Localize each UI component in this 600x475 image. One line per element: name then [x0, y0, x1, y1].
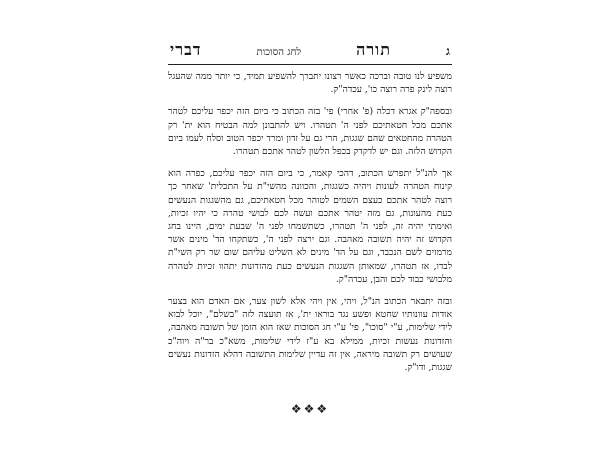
section-ornament: ❖❖❖	[290, 402, 330, 416]
body-text	[168, 70, 452, 383]
running-header	[170, 40, 450, 60]
paragraph-2: ובספה"ק אגרא דכלה (פ' אחרי) פי' בזה הכתוב כי ביום הזה יכפר עליכם לטהר אתכם מכל חטאתיכם לפני ה' תטהרו. ויש להתבונן למה הבטיח הוא ית' רק הטהרה מהחטאים שהם שגגות, הרי גם על זדון ומרד יכפר הטוב וסלח לעמו ביום הקדוש הלזה. וגם יש לדקדק בכפל הלשון לטהר אתכם תטהרו.	[168, 106, 452, 158]
header-title-right: תורה	[356, 40, 392, 59]
page-letter: ג	[446, 44, 450, 58]
paragraph-1: משפיע לנו טובה וברכה כאשר רצונו יתברך להשפיע תמיד, כי יותר ממה שהעגל רוצה לינק פרה רוצה כו', עכדה"ק.	[168, 71, 452, 96]
paragraph-3: אך להנ"ל יתפרש הכתוב, דהכי קאמר, כי ביום הזה יכפר עליכם, כפרה הוא קינוח הטהרה לעונות ויהיה כשגגות, והכוונה מהשי"ת על התכלית' שאחר כך רוצה לטהר אתכם כעצם השמים לטוהר מכל חטאתיכם, גם מהשגגות הנעשים כעת מהעונות, גם מזה יטהר אתכם ועשה לכם לבושי טהרה כי יהיו זכיות, ואימתי יהיה זה, לפני ה' תטהרו, כשתשמחו לפני ה' שבעת ימים, היינו בחג הקדוש זה יהיה תשובה מאהבה. וגם ירצה לפני ה', כשתקחו הד' מינים אשר מרמזים לשם הנכבד, וגם על הד' מינים לא השליט עליהם שום שר רק השי"ת לבדו, אז תטהרו, שמאותן השגגות הנעשים כעת מהזדונות יתהוו זכיות לטהרה מלבושי כבוד לכם והבן, עכדה"ק.	[168, 168, 452, 285]
header-rule	[168, 64, 452, 65]
header-title-left: דברי	[170, 40, 202, 59]
paragraph-4: ובזה יתבאר הכתוב הנ"ל, ויהי, אין ויהי אלא לשון צער, אם האדם הוא בצער אודות עוונותיו שחטא ופשע נגד בוראו ית', אז תועצה לזה "בשלם", יוכל לבוא לידי שלימות, ע"י "סוכו", פי' ע"י חג הסוכות שאז הוא הזמן של תשובה מאהבה, והזדונות נעשות זכיות, ממילא בא ע"ז לידי שלימות, משא"כ בר"ה ויוה"כ שעושים רק תשובה מיראה, אין זה עדיין שלימות התשובה דהלא הזדונות נעשים שגגות, ודו"ק.	[168, 296, 452, 374]
header-subtitle: לחג הסוכות	[256, 47, 302, 58]
